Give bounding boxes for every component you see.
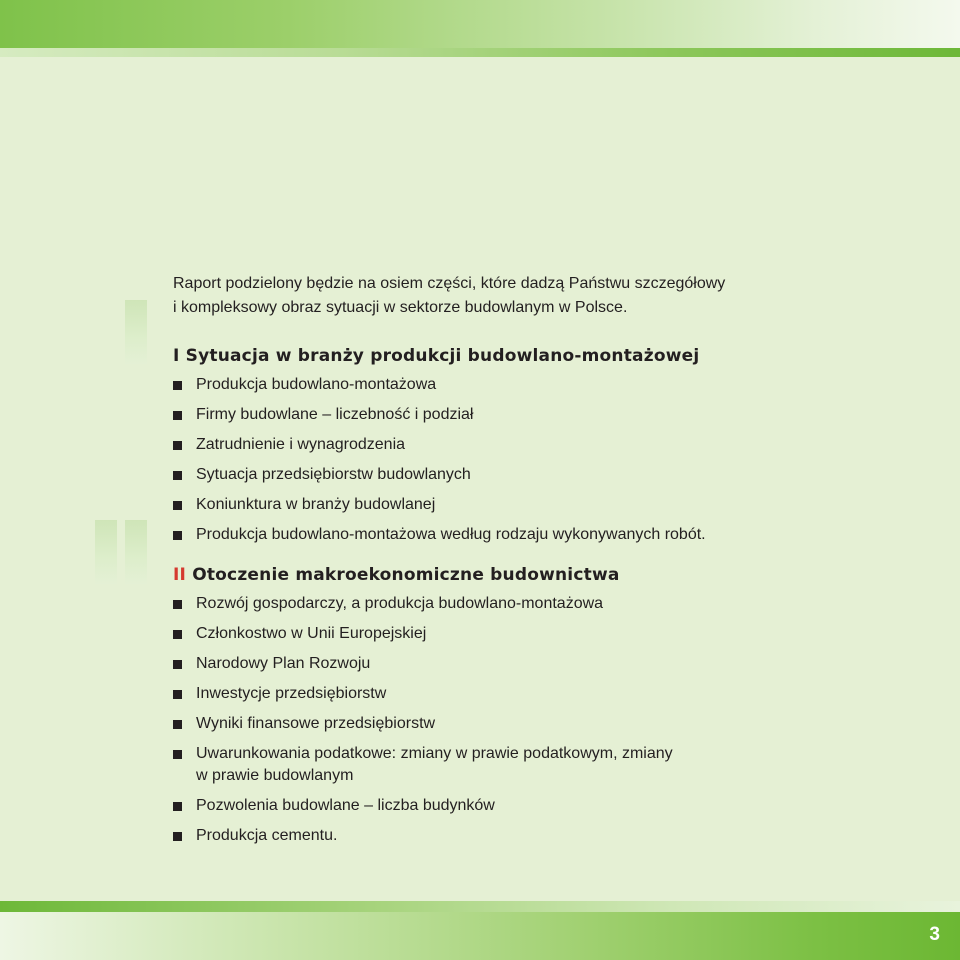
- list-item: Produkcja cementu.: [173, 825, 893, 847]
- square-bullet-icon: [173, 690, 182, 699]
- list-item: Rozwój gospodarczy, a produkcja budowlano-montażowa: [173, 593, 893, 615]
- section-2-title: [173, 563, 620, 587]
- intro-line-2: i kompleksowy obraz sytuacji w sektorze budowlanym w Polsce.: [173, 299, 628, 316]
- list-item: Produkcja budowlano-montażowa według rodzaju wykonywanych robót.: [173, 524, 893, 546]
- square-bullet-icon: [173, 501, 182, 510]
- list-item: Pozwolenia budowlane – liczba budynków: [173, 795, 893, 817]
- square-bullet-icon: [173, 750, 182, 759]
- deco-bar: [125, 520, 147, 584]
- deco-bar: [125, 300, 147, 364]
- section-2-list: [173, 593, 893, 855]
- intro-paragraph: [173, 272, 893, 320]
- list-item: Zatrudnienie i wynagrodzenia: [173, 434, 893, 456]
- footer-accent-stripe: [0, 901, 960, 912]
- square-bullet-icon: [173, 802, 182, 811]
- square-bullet-icon: [173, 720, 182, 729]
- list-item: Narodowy Plan Rozwoju: [173, 653, 893, 675]
- deco-bar: [95, 520, 117, 584]
- square-bullet-icon: [173, 471, 182, 480]
- footer-gradient-band: [0, 912, 960, 960]
- square-bullet-icon: [173, 600, 182, 609]
- list-item: Uwarunkowania podatkowe: zmiany w prawie podatkowym, zmiany w prawie budowlanym: [173, 743, 893, 787]
- list-item: Inwestycje przedsiębiorstw: [173, 683, 893, 705]
- roman-numeral-decoration-2: [95, 520, 147, 584]
- list-item: Koniunktura w branży budowlanej: [173, 494, 893, 516]
- list-item: Firmy budowlane – liczebność i podział: [173, 404, 893, 426]
- section-2-numeral: II: [173, 565, 187, 585]
- section-1-list: [173, 374, 893, 554]
- section-2-title-text: Otoczenie makroekonomiczne budownictwa: [192, 565, 620, 585]
- square-bullet-icon: [173, 411, 182, 420]
- page-number: 3: [929, 924, 940, 945]
- roman-numeral-decoration-1: [125, 300, 147, 364]
- square-bullet-icon: [173, 660, 182, 669]
- intro-line-1: Raport podzielony będzie na osiem części, które dadzą Państwu szczegółowy: [173, 275, 726, 292]
- list-item: Wyniki finansowe przedsiębiorstw: [173, 713, 893, 735]
- square-bullet-icon: [173, 531, 182, 540]
- list-item: Członkostwo w Unii Europejskiej: [173, 623, 893, 645]
- section-1-title: I Sytuacja w branży produkcji budowlano-montażowej: [173, 346, 700, 366]
- square-bullet-icon: [173, 630, 182, 639]
- square-bullet-icon: [173, 832, 182, 841]
- square-bullet-icon: [173, 381, 182, 390]
- header-accent-stripe: [0, 48, 960, 57]
- list-item: Produkcja budowlano-montażowa: [173, 374, 893, 396]
- square-bullet-icon: [173, 441, 182, 450]
- list-item: Sytuacja przedsiębiorstw budowlanych: [173, 464, 893, 486]
